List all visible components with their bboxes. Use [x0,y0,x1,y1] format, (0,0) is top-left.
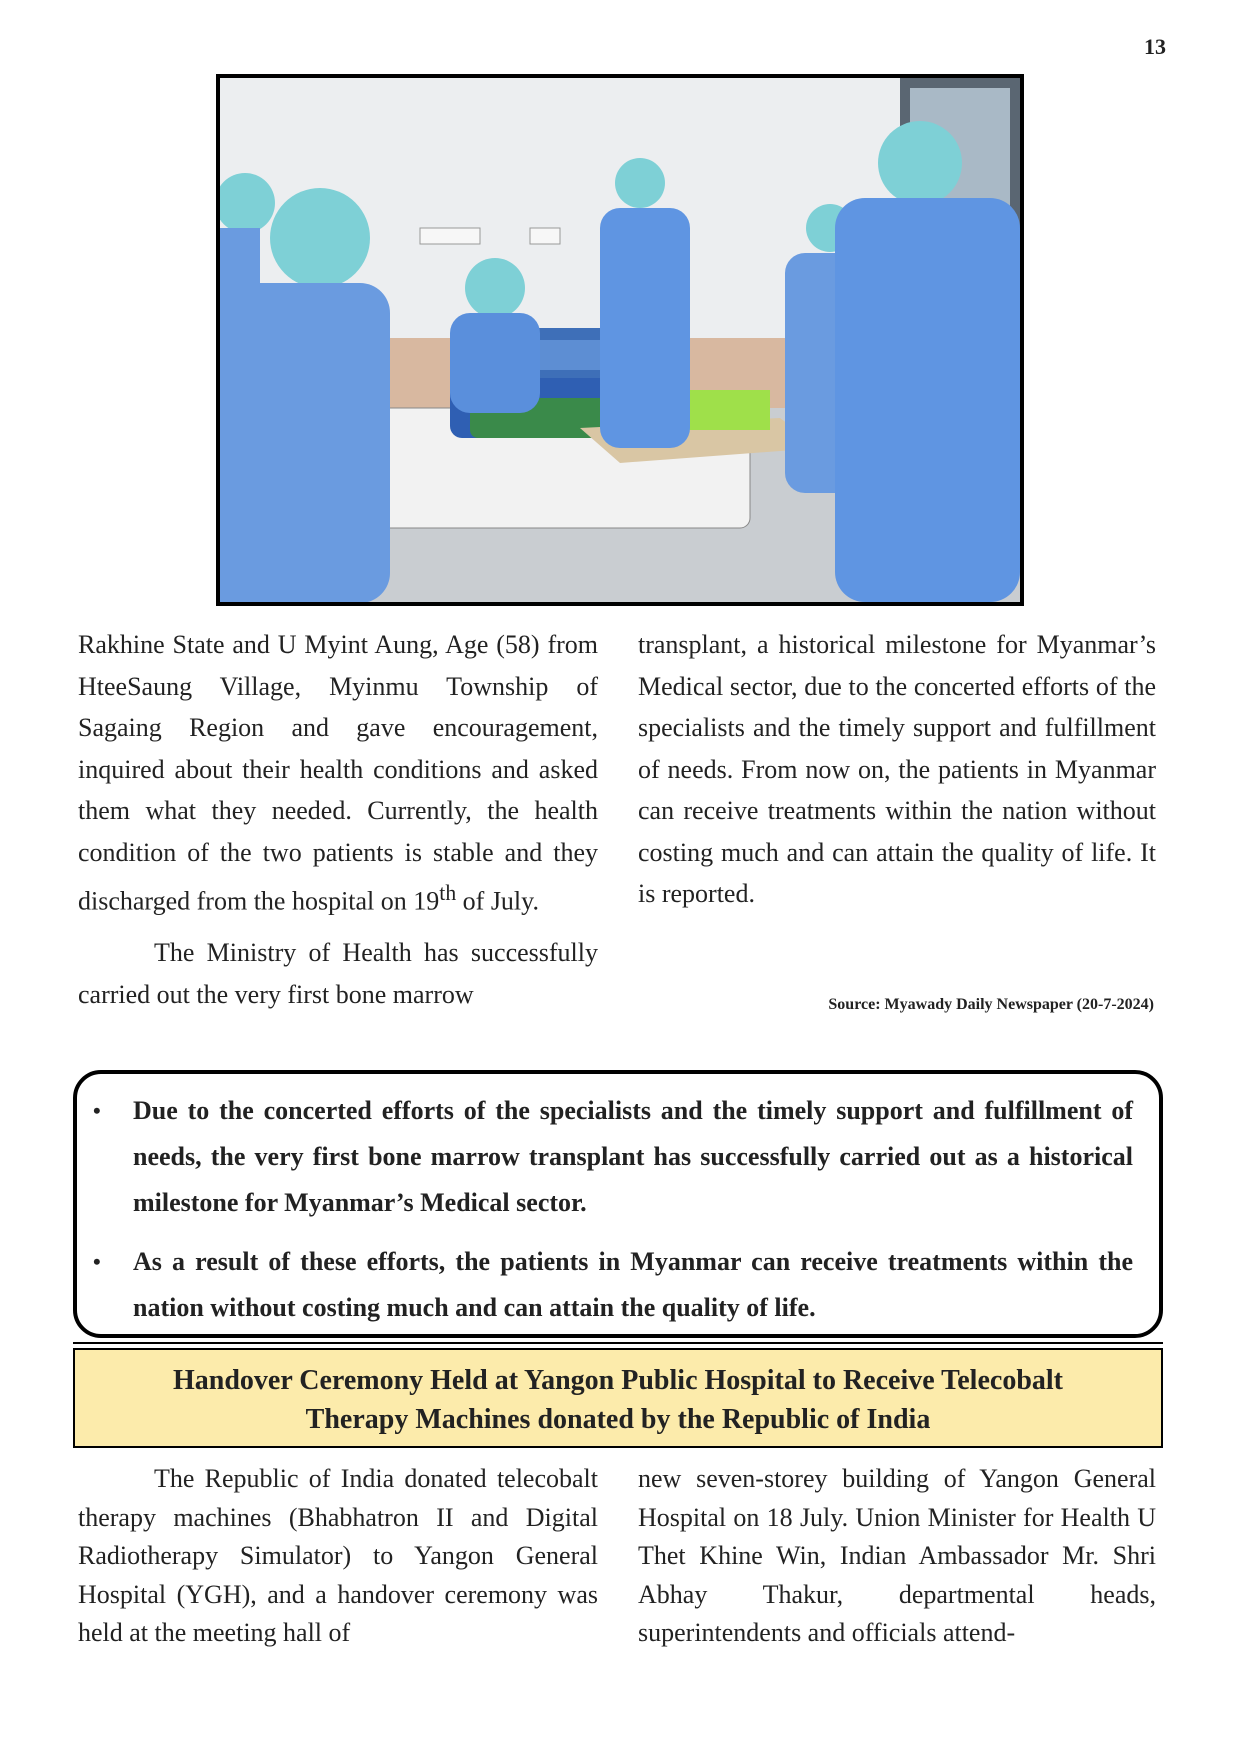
source-citation: Source: Myawady Daily Newspaper (20-7-2024) [828,996,1154,1013]
summary-item [93,1088,1133,1226]
article1-paragraph-3: transplant, a historical milestone for Myanmar’s Medical sector, due to the concerted efforts of the specialists and the timely support and fulfillment of needs. From now on, the patients in Myanmar can receive treatments within the nation without costing much and can attain the quality of life. It is reported. [638,630,1156,908]
ordinal-suffix: th [439,881,457,905]
article1-text-end: of July. [456,886,539,916]
article1-text: Rakhine State and U Myint Aung, Age (58) from HteeSaung Village, Myinmu Township of Sagaing Region and gave encouragement, inquired about their health conditions and asked them what they needed. Currently, the health condition of the two patients is stable and they discharged from the hospital on 19 [78,630,598,916]
article1-paragraph [78,624,598,922]
headline-line-2: Therapy Machines donated by the Republic of India [305,1404,931,1435]
article2-left-column [78,1460,598,1653]
article2-paragraph: The Republic of India donated telecobalt therapy machines (Bhabhatron II and Digital Radiotherapy Simulator) to Yangon General Hospital (YGH), and a handover ceremony was held at the meeting hall of [78,1464,598,1647]
article1-left-column [78,624,598,1015]
summary-item-text: Due to the concerted efforts of the specialists and the timely support and fulfillment of needs, the very first bone marrow transplant has successfully carried out as a historical milestone for Myanmar’s Medical sector. [133,1096,1133,1217]
bullet-icon: • [93,1098,101,1123]
article2-paragraph-2: new seven-storey building of Yangon General Hospital on 18 July. Union Minister for Health U Thet Khine Win, Indian Ambassador Mr. Shri Abhay Thakur, departmental heads, superintendents and officials attend- [638,1464,1156,1647]
bullet-icon: • [93,1249,101,1274]
summary-box [73,1070,1163,1338]
article1-right-column [638,624,1156,915]
hospital-ward-photo [216,74,1024,606]
summary-item-text: As a result of these efforts, the patients in Myanmar can receive treatments within the nation without costing much and can attain the quality of life. [133,1247,1133,1322]
summary-item [93,1239,1133,1331]
ward-visit-image [220,78,1020,602]
article2-right-column [638,1460,1156,1653]
article1-paragraph-2: The Ministry of Health has successfully carried out the very first bone marrow [78,938,598,1009]
article2-headline [73,1348,1163,1448]
headline-line-1: Handover Ceremony Held at Yangon Public Hospital to Receive Telecobalt [172,1365,1063,1396]
page-number: 13 [1144,34,1166,59]
